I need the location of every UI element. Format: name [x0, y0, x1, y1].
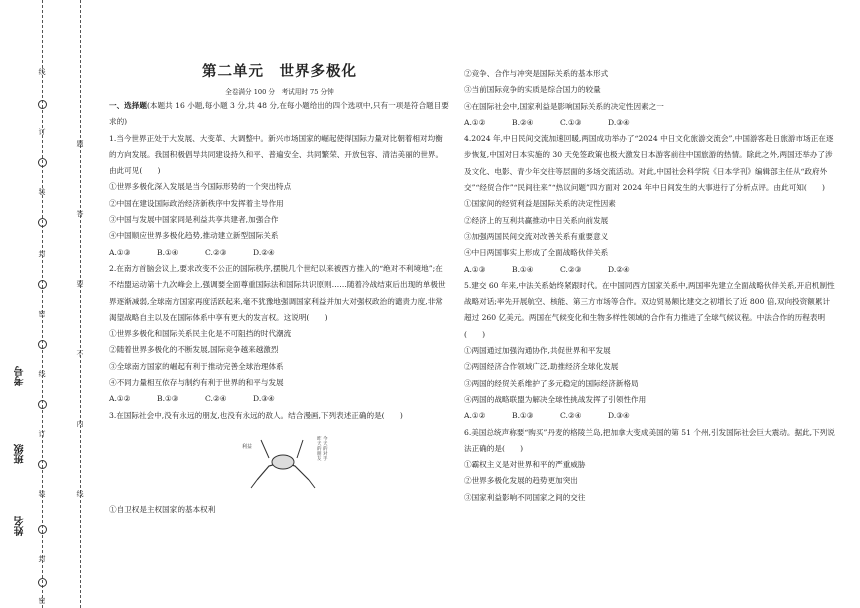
cartoon-caption-char: 的: [317, 446, 322, 452]
q3-options: [464, 115, 836, 131]
q4-option-b[interactable]: B.①④: [512, 264, 534, 274]
q3-option-c[interactable]: C.①③: [560, 117, 582, 127]
q1-item: ④中国顺应世界多极化趋势,推动建立新型国际关系: [109, 231, 279, 241]
cartoon-caption-char: 对: [323, 451, 328, 457]
seal-circle: [38, 400, 47, 409]
q1-option-d[interactable]: D.②④: [253, 247, 275, 257]
q1-option-c[interactable]: C.②③: [205, 247, 227, 257]
q5-item: ④两国的战略联盟为解决全球性挑战发挥了引领性作用: [464, 394, 647, 404]
handshake-cartoon: [239, 430, 331, 490]
q4-item: ②经济上的互利共赢推动中日关系向前发展: [464, 215, 609, 225]
seal-circle: [38, 100, 47, 109]
q1-option-a[interactable]: A.①③: [109, 247, 131, 257]
seal-char: 订: [38, 128, 46, 136]
section-heading: [109, 98, 450, 131]
seal-circle: [38, 158, 47, 167]
q6-item: ①霸权主义是对世界和平的严重威胁: [464, 460, 586, 470]
q3-item: ①自卫权是主权国家的基本权利: [109, 505, 216, 515]
cartoon-caption-char: 朋: [317, 451, 322, 457]
cartoon-caption-char: 友: [317, 456, 322, 462]
q3-item: ④在国际社会中,国家利益是影响国际关系的决定性因素之一: [464, 101, 664, 111]
inner-seal-char: 要: [76, 280, 84, 288]
section-instruction: (本题共 16 小题,每小题 3 分,共 48 分,在每小题给出的四个选项中,只有一项是符合题目要求的): [109, 101, 449, 127]
outer-seal-line: [42, 0, 43, 608]
q5-option-c[interactable]: C.②④: [560, 411, 582, 421]
q3-option-a[interactable]: A.①②: [464, 117, 486, 127]
q4-option-a[interactable]: A.①③: [464, 264, 486, 274]
q1-item: ①世界多极化深入发展是当今国际形势的一个突出特点: [109, 182, 292, 192]
page-title: 第二单元 世界多极化: [202, 63, 357, 80]
q2-item: ④不同力量相互依存与制约有利于世界的和平与发展: [109, 378, 284, 388]
cartoon-sleeves: [251, 480, 315, 488]
inner-seal-char: 线: [76, 490, 84, 498]
q4-item: ③加强两国民间交流对改善关系有重要意义: [464, 231, 609, 241]
q2-option-d[interactable]: D.③④: [253, 394, 275, 404]
seal-char: 装: [38, 490, 46, 498]
seal-char: 线: [38, 68, 46, 76]
question-5-stem: 5.建交 60 年来,中法关系始终紧跟时代。在中国同西方国家关系中,两国率先建立全面战略伙伴关系,开启机制性战略对话;率先开展航空、核能、第三方市场等合作。双边贸易额比建交之初增长了近 800 倍,双向投资额累计超过 260 亿美元。两国在气候变化和生物多样性领域的合作有力推进了全球气候议程。中法合作的历程表明( ): [464, 280, 835, 339]
cartoon-caption-char: 的: [323, 446, 328, 452]
seal-circle: [38, 340, 47, 349]
q3-option-d[interactable]: D.③④: [608, 117, 630, 127]
q5-item: ③两国的经贸关系维护了多元稳定的国际经济新格局: [464, 378, 639, 388]
seal-char: 订: [38, 430, 46, 438]
q3-item: ②竞争、合作与冲突是国际关系的基本形式: [464, 69, 609, 78]
seal-circle: [38, 525, 47, 534]
question-2-stem: 2.在南方首脑会议上,要求改变不公正的国际秩序,摆脱几个世纪以来被西方推入的“绝对不利境地”;在不结盟运动第十九次峰会上,强调要全面尊重国际法和国际共识原则……随着冷战结束后出现的单极世界逐渐减弱,全球南方国家再度活跃起来,毫不犹豫地强调国家利益并加大对强权政治的谴责力度,非常渴望战略自主以及在国际体系中享有更大的发言权。这说明( ): [109, 263, 446, 322]
q5-item: ②两国经济合作领域广泛,助推经济全球化发展: [464, 362, 619, 372]
seal-circle: [38, 460, 47, 469]
binding-margin: [0, 0, 100, 608]
right-column: [464, 66, 836, 506]
q3-item: ③当前国际竞争的实质是综合国力的较量: [464, 85, 601, 95]
q5-item: ①两国通过加强沟通协作,共促世界和平发展: [464, 346, 611, 356]
inner-seal-char: 内: [76, 420, 84, 428]
seal-char: 封: [38, 555, 46, 563]
inner-seal-char: 答: [76, 210, 84, 218]
cartoon-caption-char: 手: [323, 456, 328, 462]
question-1-stem: 1.当今世界正处于大发展、大变革、大调整中。新兴市场国家的崛起使得国际力量对比朝着相对均衡的方向发展。我国积极倡导共同建设持久和平、普遍安全、共同繁荣、开放包容、清洁美丽的世界。由此可见( ): [109, 133, 444, 176]
inner-seal-line: [80, 0, 81, 608]
q4-item: ①国家间的经贸利益是国际关系的决定性因素: [464, 199, 616, 209]
cartoon-caption-char: 天: [323, 441, 328, 447]
q5-option-a[interactable]: A.①②: [464, 411, 486, 421]
seal-char: 线: [38, 370, 46, 378]
cartoon-label-left: 利益: [242, 443, 253, 450]
q3-option-b[interactable]: B.②④: [512, 117, 534, 127]
q1-item: ②中国在建设国际政治经济新秩序中发挥着主导作用: [109, 198, 284, 208]
q2-options: [109, 391, 450, 407]
exam-number-label: 考号: [15, 366, 26, 386]
q2-item: ②随着世界多极化的不断发展,国际竞争越来越激烈: [109, 345, 279, 355]
class-label: 班级: [15, 444, 26, 464]
q4-options: [464, 262, 836, 278]
q2-item: ③全球南方国家的崛起有利于推动完善全球治理体系: [109, 361, 284, 371]
q5-option-d[interactable]: D.③④: [608, 411, 630, 421]
q1-item: ③中国与发展中国家同是利益共享共建者,加强合作: [109, 215, 279, 225]
name-label: 姓名: [15, 516, 26, 536]
seal-char: 封: [38, 250, 46, 258]
cartoon-caption-char: 昨: [317, 436, 322, 442]
inner-seal-char: 题: [76, 140, 84, 148]
question-3-stem: 3.在国际社会中,没有永远的朋友,也没有永远的敌人。结合漫画,下列表述正确的是( ): [109, 410, 403, 420]
exam-info: 全卷满分 100 分 考试用时 75 分钟: [225, 88, 334, 96]
seal-circle: [38, 578, 47, 587]
section-title: 一、选择题: [109, 101, 147, 110]
seal-circle: [38, 280, 47, 289]
cartoon-handshake: [272, 455, 294, 469]
q2-option-b[interactable]: B.①③: [157, 394, 179, 404]
cartoon-caption-char: 今: [323, 436, 328, 442]
q4-item: ④中日两国事实上形成了全面战略伙伴关系: [464, 248, 609, 258]
seal-char: 装: [38, 188, 46, 196]
cartoon-label-right: [317, 435, 328, 462]
question-6-stem: 6.美国总统声称要“购买”丹麦的格陵兰岛,把加拿大变成美国的第 51 个州,引发国际社会巨大震动。据此,下列说法正确的是( ): [464, 427, 835, 453]
inner-seal-char: 不: [76, 350, 84, 358]
left-column: [109, 62, 450, 519]
q4-option-c[interactable]: C.②③: [560, 264, 582, 274]
q1-option-b[interactable]: B.①④: [157, 247, 179, 257]
q2-option-a[interactable]: A.①②: [109, 394, 131, 404]
q2-item: ①世界多极化和国际关系民主化是不可阻挡的时代潮流: [109, 329, 292, 339]
q6-item: ③国家利益影响不同国家之间的交往: [464, 492, 586, 502]
q5-option-b[interactable]: B.①③: [512, 411, 534, 421]
q4-option-d[interactable]: D.②④: [608, 264, 630, 274]
seal-char: 密: [38, 310, 46, 318]
cartoon-caption-char: 天: [317, 441, 322, 447]
q6-item: ②世界多极化发展的趋势更加突出: [464, 476, 578, 486]
question-4-stem: 4.2024 年,中日民间交流加速回暖,两国成功举办了“2024 中日文化旅游交流会”,中国游客赴日旅游市场正在逐步恢复,中国对日本实施的 30 天免签政策也极大激发日本游客前往中国旅游的热情。除此之外,两国还举办了涉及文化、电影、青少年交往等层面的多场交流活动。对此,中国社会科学院《日本学刊》编辑部主任从“政府外交”“经贸合作”“民间往来”“热议问题”四方面对 2024 年中日间发生的大事进行了分析点评。由此可知( ): [464, 134, 834, 193]
q5-options: [464, 408, 836, 424]
seal-char: 密: [38, 597, 46, 605]
q1-options: [109, 245, 450, 261]
q2-option-c[interactable]: C.②④: [205, 394, 227, 404]
seal-circle: [38, 218, 47, 227]
